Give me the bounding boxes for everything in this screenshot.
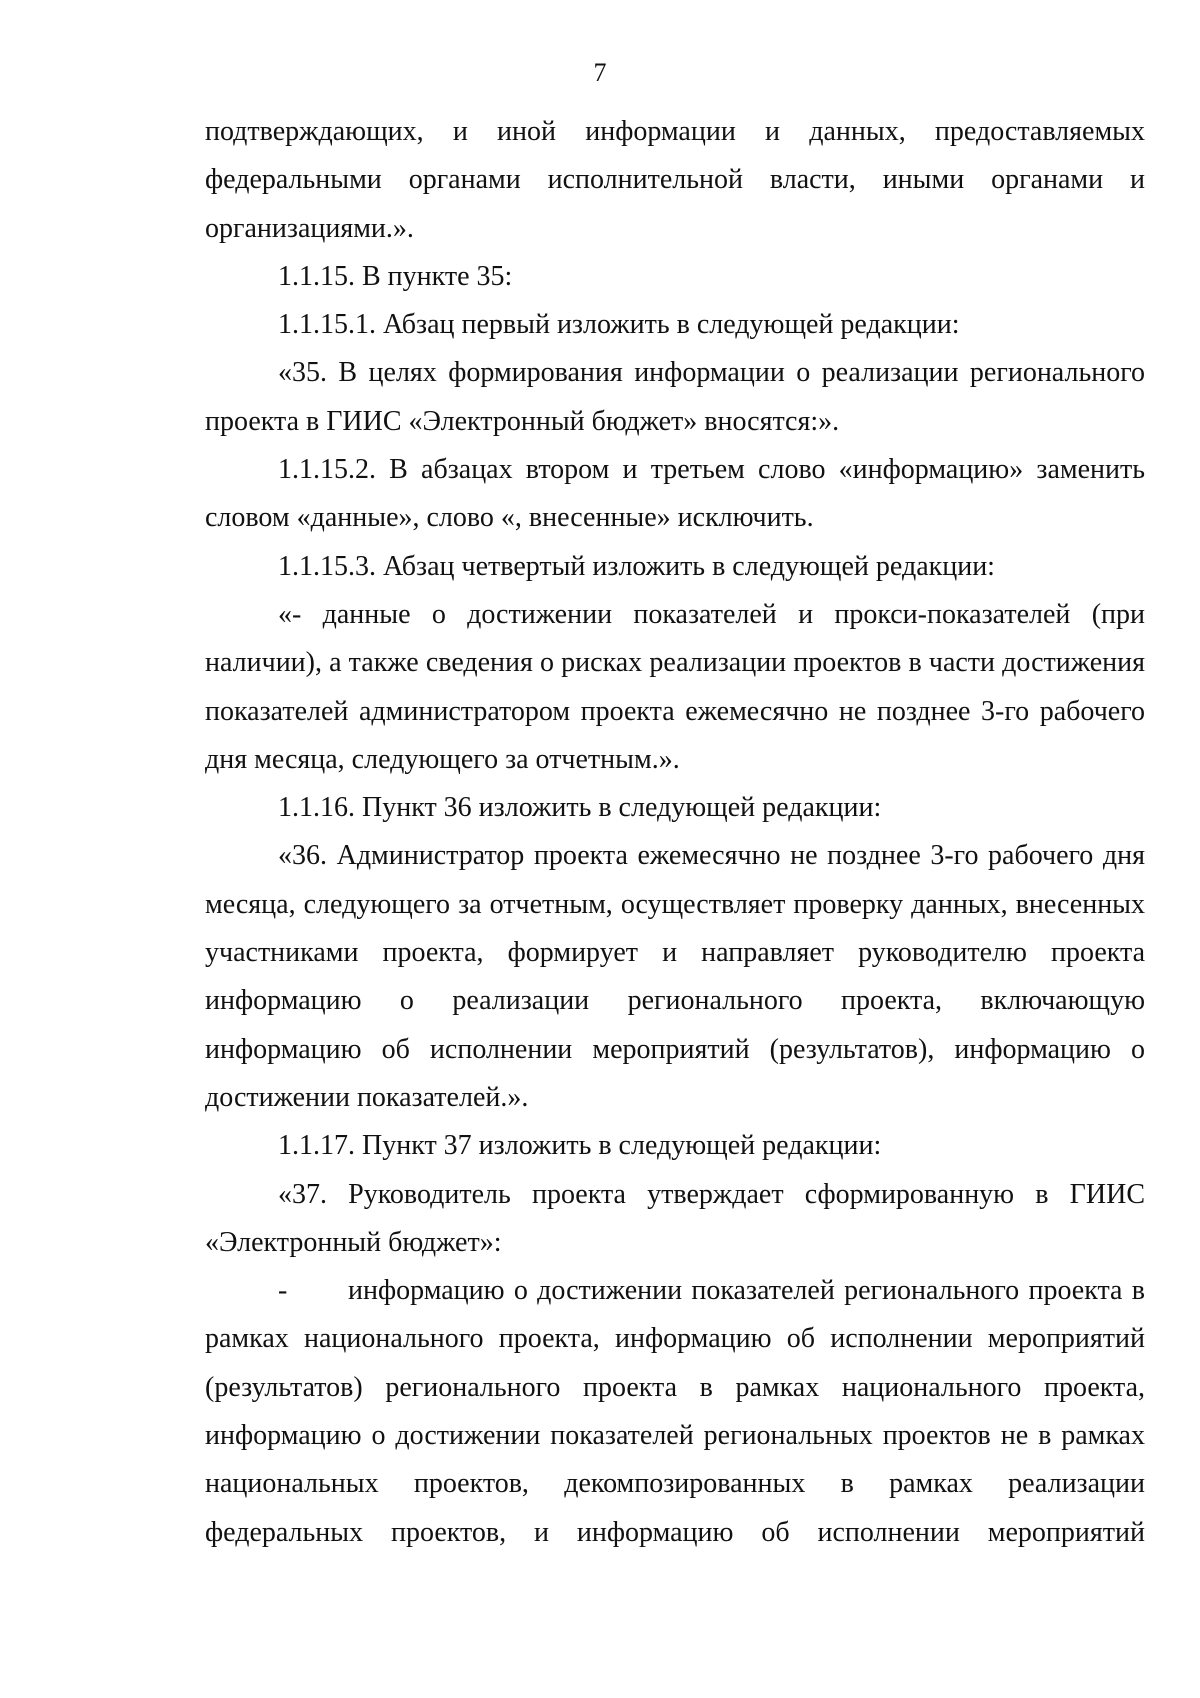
paragraph-1-1-15: 1.1.15. В пункте 35: [278, 260, 513, 292]
paragraph-1-1-15-2: 1.1.15.2. В абзацах втором и третьем слово «информацию» заменить словом «данные», слово «, внесенные» исключить. [205, 454, 1145, 534]
bullet-paragraph-text: информацию о достижении показателей регионального проекта в рамках национального проекта, информацию об исполнении мероприятий (результатов) регионального проекта в рамках национального проекта, информацию о достижении показателей региональных проектов не в рамках национальных проектов, декомпозированных в рамках реализации федеральных проектов, и информацию об исполнении мероприятий [205, 1275, 1145, 1548]
paragraph-1-1-15-3: 1.1.15.3. Абзац четвертый изложить в следующей редакции: [278, 550, 995, 582]
paragraph-dannye: «- данные о достижении показателей и прокси-показателей (при наличии), а также сведения о рисках реализации проектов в части достижения показателей администратором проекта ежемесячно не позднее 3-го рабочего дня месяца, следующего за отчетным.». [205, 598, 1145, 775]
paragraph-35: «35. В целях формирования информации о реализации регионального проекта в ГИИС «Электронный бюджет» вносятся:». [205, 357, 1145, 437]
document-body [205, 108, 1145, 1557]
paragraph-1-1-16: 1.1.16. Пункт 36 изложить в следующей редакции: [278, 792, 882, 824]
paragraph-1-1-15-1: 1.1.15.1. Абзац первый изложить в следующей редакции: [278, 309, 960, 341]
paragraph-36: «36. Администратор проекта ежемесячно не позднее 3-го рабочего дня месяца, следующего за отчетным, осуществляет проверку данных, внесенных участниками проекта, формирует и направляет руководителю проекта информацию о реализации регионального проекта, включающую информацию об исполнении мероприятий (результатов), информацию о достижении показателей.». [205, 840, 1145, 1113]
bullet-dash: - [278, 1275, 288, 1307]
bullet-paragraph [205, 1267, 1145, 1557]
paragraph-37: «37. Руководитель проекта утверждает сформированную в ГИИС «Электронный бюджет»: [205, 1178, 1145, 1258]
paragraph-1-1-17: 1.1.17. Пункт 37 изложить в следующей редакции: [278, 1130, 882, 1162]
paragraph-continuation: подтверждающих, и иной информации и данных, предоставляемых федеральными органами исполнительной власти, иными органами и организациями.». [205, 116, 1145, 244]
page-number: 7 [593, 58, 607, 87]
